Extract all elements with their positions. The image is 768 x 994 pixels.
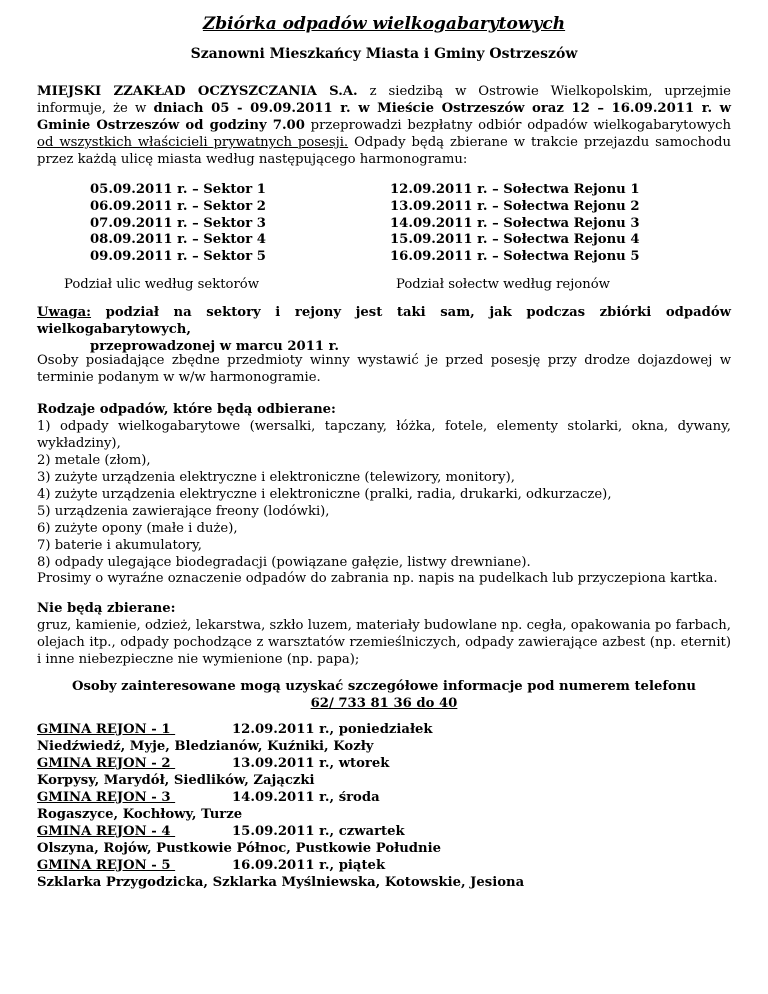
note-label: Uwaga:: [37, 305, 92, 320]
schedule-regions: [390, 181, 640, 265]
marking-paragraph: Prosimy o wyraźne oznaczenie odpadów do zabrania np. napis na pudelkach lub przyczepiona kartka.: [37, 571, 718, 586]
list-item: 8) odpady ulegające biodegradacji (powiązane gałęzie, listwy drewniane).: [37, 555, 531, 570]
regions-list: [37, 721, 731, 891]
region-name: GMINA REJON - 2: [37, 756, 171, 771]
schedule-row: 13.09.2011 r. – Sołectwa Rejonu 2: [390, 198, 640, 214]
schedule-row: 12.09.2011 r. – Sołectwa Rejonu 1: [390, 182, 640, 197]
schedule-row: 15.09.2011 r. – Sołectwa Rejonu 4: [390, 232, 640, 248]
intro-text-3: Odpady będą zbierane w trakcie przejazdu samochodu przez każdą ulicę miasta według następującego harmonogramu:: [37, 135, 731, 167]
intro-paragraph: [37, 83, 731, 168]
list-item: 6) zużyte opony (małe i duże),: [37, 521, 238, 536]
region-villages: Niedźwiedź, Myje, Bledzianów, Kuźniki, Kozły: [37, 739, 374, 754]
region-name: GMINA REJON - 1: [37, 722, 171, 737]
waste-types: [37, 401, 731, 571]
region-name: GMINA REJON - 3: [37, 790, 171, 805]
region-villages: Korpysy, Marydół, Siedlików, Zajączki: [37, 773, 315, 788]
schedule-row: 16.09.2011 r. – Sołectwa Rejonu 5: [390, 249, 640, 265]
region-heading: [37, 823, 731, 840]
document-subtitle: Szanowni Mieszkańcy Miasta i Gminy Ostrzeszów: [190, 46, 578, 62]
waste-types-heading: Rodzaje odpadów, które będą odbierane:: [37, 402, 336, 417]
region-date: 13.09.2011 r., wtorek: [232, 756, 390, 771]
schedule-row: 08.09.2011 r. – Sektor 4: [90, 232, 266, 248]
contact-section: [37, 678, 731, 712]
note-text-2: przeprowadzonej w marcu 2011 r.: [90, 339, 339, 354]
caption-regions: Podział sołectw według rejonów: [396, 277, 610, 292]
region-villages: Olszyna, Rojów, Pustkowie Północ, Pustkowie Południe: [37, 841, 442, 856]
region-name: GMINA REJON - 5: [37, 858, 171, 873]
region-heading: [37, 721, 731, 738]
schedule-row: 05.09.2011 r. – Sektor 1: [90, 182, 266, 197]
caption-sectors: Podział ulic według sektorów: [64, 277, 259, 292]
list-item: 1) odpady wielkogabarytowe (wersalki, tapczany, łóżka, fotele, elementy stolarki, okna, dywany, wykładziny),: [37, 419, 731, 451]
region-date: 12.09.2011 r., poniedziałek: [232, 722, 433, 737]
list-item: 5) urządzenia zawierające freony (lodówki),: [37, 504, 330, 519]
schedule-row: 09.09.2011 r. – Sektor 5: [90, 249, 266, 265]
note-text-1: podział na sektory i rejony jest taki sam, jak podczas zbiórki odpadów wielkogabarytowych,: [37, 305, 731, 337]
region-date: 15.09.2011 r., czwartek: [232, 824, 405, 839]
region-date: 16.09.2011 r., piątek: [232, 858, 386, 873]
schedule-row: 07.09.2011 r. – Sektor 3: [90, 215, 266, 231]
list-item: 7) baterie i akumulatory,: [37, 538, 202, 553]
region-heading: [37, 789, 731, 806]
excluded-text: gruz, kamienie, odzież, lekarstwa, szkło luzem, materiały budowlane np. cegła, opakowania po farbach, olejach itp., odpady pochodzące z warsztatów rzemieślniczych, odpady zawierające azbest (np. eternit) i inne niebezpieczne nie wymienione (np. papa);: [37, 618, 731, 667]
contact-text: Osoby zainteresowane mogą uzyskać szczegółowe informacje pod numerem telefonu: [72, 679, 696, 694]
excluded-section: [37, 600, 731, 668]
schedule-row: 06.09.2011 r. – Sektor 2: [90, 198, 266, 214]
intro-text-1: z siedzibą w Ostrowie Wielkopolskim, uprzejmie informuje, że w: [37, 84, 731, 116]
contact-phone: 62/ 733 81 36 do 40: [310, 696, 458, 711]
document-title: Zbiórka odpadów wielkogabarytowych: [202, 14, 566, 34]
list-item: 2) metale (złom),: [37, 453, 151, 468]
region-heading: [37, 755, 731, 772]
region-heading: [37, 857, 731, 874]
intro-owners: od wszystkich właścicieli prywatnych posesji.: [37, 135, 349, 150]
region-date: 14.09.2011 r., środa: [232, 790, 380, 805]
intro-text-2: przeprowadzi bezpłatny odbiór odpadów wielkogabarytowych: [304, 118, 732, 133]
company-name: MIEJSKI ZZAKŁAD OCZYSZCZANIA S.A.: [37, 84, 358, 99]
schedule-row: 14.09.2011 r. – Sołectwa Rejonu 3: [390, 215, 640, 231]
region-villages: Rogaszyce, Kochłowy, Turze: [37, 807, 243, 822]
owners-paragraph: Osoby posiadające zbędne przedmioty winny wystawić je przed posesję przy drodze dojazdowej w terminie podanym w w/w harmonogramie.: [37, 353, 731, 385]
excluded-heading: Nie będą zbierane:: [37, 601, 176, 616]
list-item: 4) zużyte urządzenia elektryczne i elektroniczne (pralki, radia, drukarki, odkurzacze),: [37, 487, 612, 502]
schedule-sectors: [90, 181, 266, 265]
intro-dates: dniach 05 - 09.09.2011 r. w Mieście Ostrzeszów oraz 12 – 16.09.2011 r. w Gminie Ostrzeszów od godziny 7.00: [37, 101, 731, 133]
region-name: GMINA REJON - 4: [37, 824, 171, 839]
region-villages: Szklarka Przygodzicka, Szklarka Myślniewska, Kotowskie, Jesiona: [37, 875, 525, 890]
list-item: 3) zużyte urządzenia elektryczne i elektroniczne (telewizory, monitory),: [37, 470, 515, 485]
note-paragraph: [37, 304, 731, 355]
